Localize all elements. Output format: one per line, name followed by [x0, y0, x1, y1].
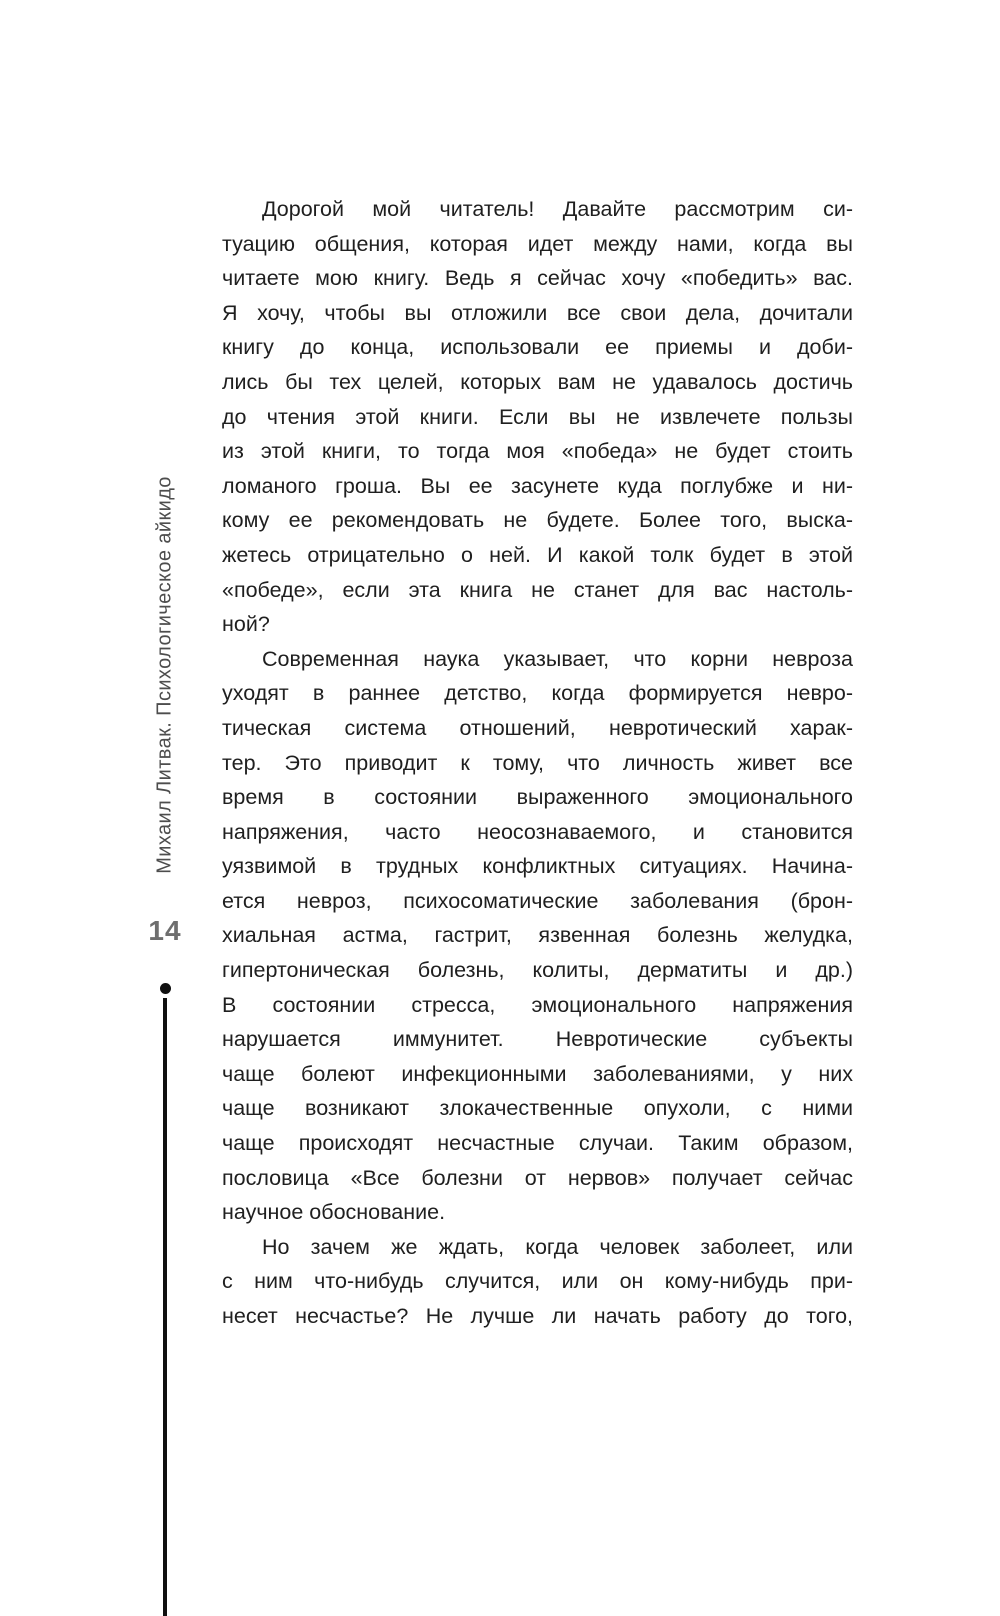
text-line: тер. Это приводит к тому, что личность живет все	[222, 750, 853, 775]
text-line: «победе», если эта книга не станет для вас настоль-	[222, 577, 853, 602]
text-line: чаще происходят несчастные случаи. Таким образом,	[222, 1131, 853, 1156]
text-line: В состоянии стресса, эмоционального напряжения	[222, 992, 853, 1017]
text-line: Современная наука указывает, что корни невроза	[262, 646, 853, 671]
text-line: туацию общения, которая идет между нами, когда вы	[222, 231, 853, 256]
margin-rule-dot	[160, 983, 171, 994]
text-line: ломаного гроша. Вы ее засунете куда поглубже и ни-	[222, 473, 853, 498]
text-line: до чтения этой книги. Если вы не извлечете пользы	[222, 404, 853, 429]
text-line: время в состоянии выраженного эмоционального	[222, 785, 853, 810]
body-text	[222, 192, 853, 1334]
text-line: из этой книги, то тогда моя «победа» не будет стоить	[222, 439, 853, 464]
text-line: чаще возникают злокачественные опухоли, с ними	[222, 1096, 853, 1121]
text-line: лись бы тех целей, которых вам не удавалось достичь	[222, 369, 853, 394]
text-line: Я хочу, чтобы вы отложили все свои дела, дочитали	[222, 300, 853, 325]
text-line: Дорогой мой читатель! Давайте рассмотрим си-	[262, 197, 853, 221]
text-line: нарушается иммунитет. Невротические субъекты	[222, 1027, 853, 1052]
text-line: пословица «Все болезни от нервов» получает сейчас	[222, 1165, 853, 1190]
page-number: 14	[148, 915, 182, 946]
text-line: хиальная астма, гастрит, язвенная болезнь желудка,	[222, 923, 853, 948]
text-line: тическая система отношений, невротический харак-	[222, 715, 853, 740]
text-line: жетесь отрицательно о ней. И какой толк будет в этой	[222, 542, 853, 567]
text-line: научное обоснование.	[222, 1200, 446, 1225]
text-line: уходят в раннее детство, когда формируется невро-	[222, 681, 853, 706]
text-line: несет несчастье? Не лучше ли начать работу до того,	[222, 1304, 853, 1328]
text-line: напряжения, часто неосознаваемого, и становится	[222, 819, 853, 844]
text-line: уязвимой в трудных конфликтных ситуациях. Начина-	[222, 854, 853, 879]
text-line: чаще болеют инфекционными заболеваниями, у них	[222, 1061, 853, 1086]
margin-rule-line	[163, 998, 167, 1616]
text-line: Но зачем же ждать, когда человек заболеет, или	[262, 1234, 853, 1259]
text-line: ется невроз, психосоматические заболевания (брон-	[222, 888, 853, 913]
text-line: гипертоническая болезнь, колиты, дерматиты и др.)	[222, 958, 853, 983]
text-line: ной?	[222, 612, 270, 637]
text-line: с ним что-нибудь случится, или он кому-нибудь при-	[222, 1269, 853, 1294]
spine-title: Михаил Литвак. Психологическое айкидо	[153, 476, 176, 874]
text-line: книгу до конца, использовали ее приемы и доби-	[222, 335, 853, 360]
text-line: читаете мою книгу. Ведь я сейчас хочу «победить» вас.	[222, 266, 853, 291]
text-line: кому ее рекомендовать не будете. Более того, выска-	[222, 508, 853, 533]
